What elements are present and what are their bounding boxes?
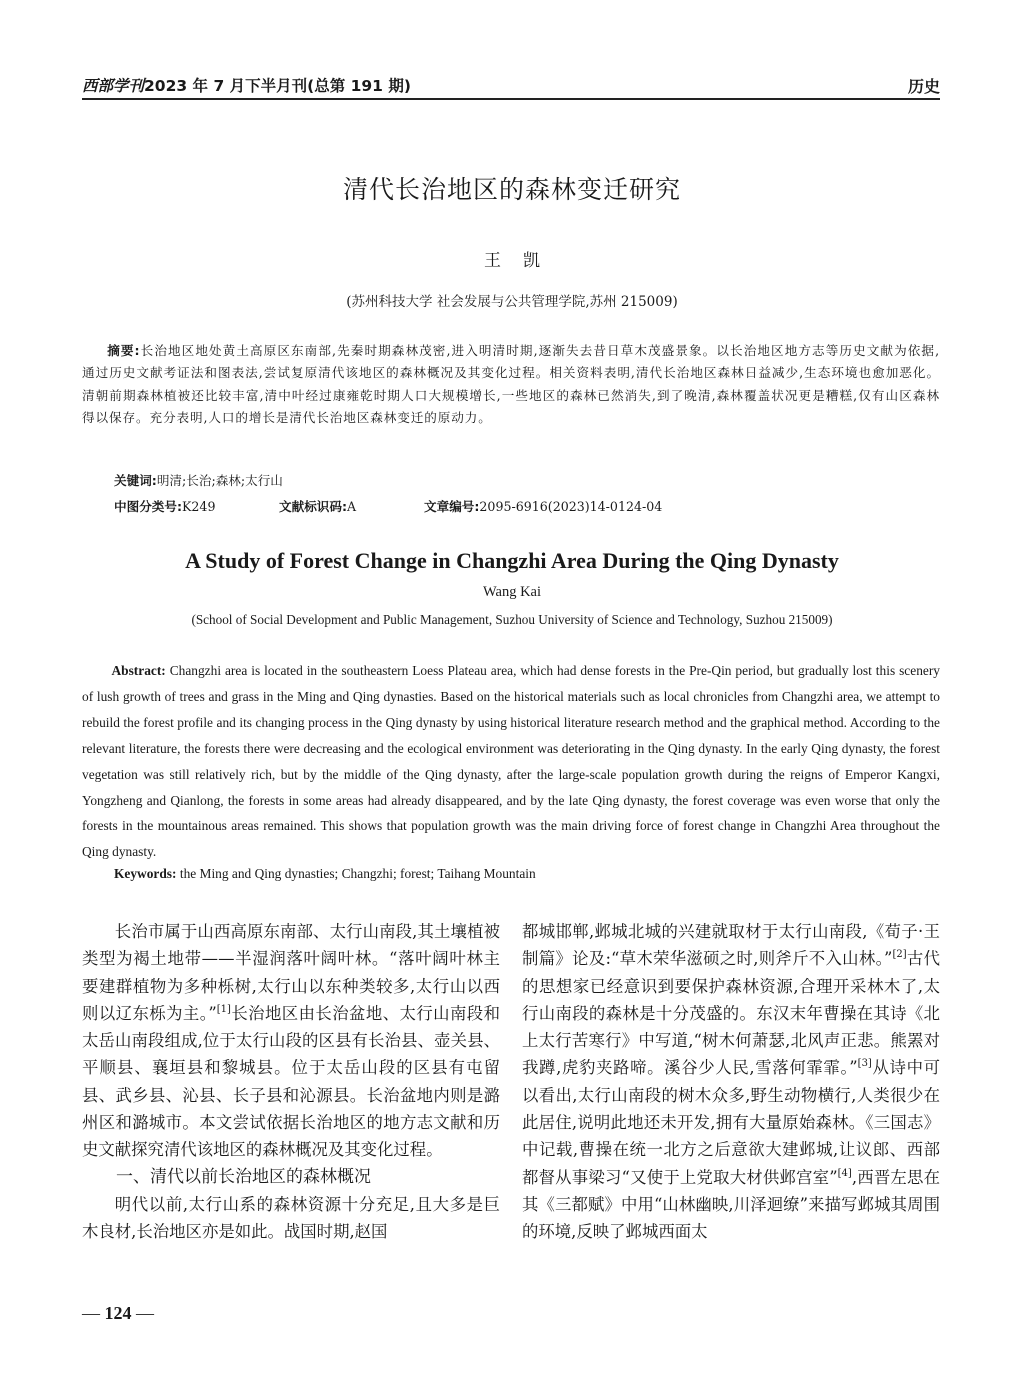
- footer-dash: —: [82, 1303, 100, 1323]
- abstract-cn-text: 长治地区地处黄土高原区东南部,先秦时期森林茂密,进入明清时期,逐渐失去昔日草木茂盛景象。以长治地区地方志等历史文献为依据,通过历史文献考证法和图表法,尝试复原清代该地区的森林概况及其变化过程。相关资料表明,清代长治地区森林日益减少,生态环境也愈加恶化。清朝前期森林植被还比较丰富,清中叶经过康雍乾时期人口大规模增长,一些地区的森林已然消失,到了晚清,森林覆盖状况更是糟糕,仅有山区森林得以保存。充分表明,人口的增长是清代长治地区森林变迁的原动力。: [82, 343, 940, 425]
- journal-name: [82, 74, 411, 96]
- footer-dash: —: [136, 1303, 154, 1323]
- body-text: 长治地区由长治盆地、太行山南段和太岳山南段组成,位于太行山段的区县有长治县、壶关县、平顺县、襄垣县和黎城县。位于太岳山段的区县有屯留县、武乡县、沁县、长子县和沁源县。长治盆地内则是潞州区和潞城市。本文尝试依据长治地区的地方志文献和历史文献探究清代该地区的森林概况及其变化过程。: [82, 1003, 500, 1160]
- abstract-en-label: Abstract:: [111, 663, 166, 678]
- abstract-en: [82, 658, 940, 865]
- keywords-en-text: the Ming and Qing dynasties; Changzhi; forest; Taihang Mountain: [179, 866, 536, 881]
- article-title-cn: 清代长治地区的森林变迁研究: [342, 175, 681, 204]
- doc-code: [279, 496, 356, 515]
- doc-value: A: [347, 499, 357, 514]
- abstract-en-text: Changzhi area is located in the southeastern Loess Plateau area, which had dense forests in the Pre-Qin period, but gradually lost this scenery of lush growth of trees and grass in the Ming and Qing dynasties. Based on the historical materials such as local chronicles from Changzhi area, we attempt to rebuild the forest profile and its changing process in the Qing dynasty by using historical literature research method and the graphical method. According to the relevant literature, the forests there were decreasing and the ecological environment was deteriorating in the Qing dynasty. In the early Qing dynasty, the forest vegetation was still relatively rich, but by the middle of the Qing dynasty, after the large-scale population growth during the reigns of Emperor Kangxi, Yongzheng and Qianlong, the forests in some areas had already disappeared, and by the late Qing dynasty, the forest coverage was even worse that only the forests in the mountainous areas remained. This shows that population growth was the main driving force of forest change in Changzhi Area throughout the Qing dynasty.: [82, 663, 940, 860]
- keywords-en: [114, 866, 536, 882]
- doc-label: 文献标识码:: [279, 499, 348, 514]
- article-number: [424, 496, 662, 515]
- citation-ref: [4]: [837, 1167, 852, 1179]
- clc-label: 中图分类号:: [114, 499, 183, 514]
- author-cn: 王凯: [484, 251, 562, 271]
- article-label: 文章编号:: [424, 499, 480, 514]
- body-text: 都城邯郸,邺城北城的兴建就取材于太行山南段,《荀子·王制篇》论及:“草木荣华滋硕之时,则斧斤不入山林。”: [522, 922, 940, 969]
- body-paragraph: 明代以前,太行山系的森林资源十分充足,且大多是巨木良材,长治地区亦是如此。战国时期,赵国: [82, 1194, 500, 1242]
- keywords-cn: [114, 470, 283, 489]
- running-header: [82, 72, 940, 100]
- section-heading: 一、清代以前长治地区的森林概况: [116, 1166, 371, 1187]
- keywords-en-label: Keywords:: [114, 866, 177, 881]
- affiliation-cn: (苏州科技大学 社会发展与公共管理学院,苏州 215009): [346, 294, 678, 310]
- page-footer: [82, 1303, 154, 1324]
- article-value: 2095-6916(2023)14-0124-04: [479, 499, 663, 514]
- keywords-cn-label: 关键词:: [114, 473, 157, 488]
- affiliation-en: (School of Social Development and Public Management, Suzhou University of Science and Technology, Suzhou 215009): [191, 612, 833, 627]
- body-text: 古代的思想家已经意识到要保护森林资源,合理开采林木了,太行山南段的森林是十分茂盛的。东汉末年曹操在其诗《北上太行苦寒行》中写道,“树木何萧瑟,北风声正悲。熊罴对我蹲,虎豹夹路啼。溪谷少人民,雪落何霏霏。”: [522, 949, 940, 1078]
- body-text: 长治市属于山西高原东南部、太行山南段,其土壤植被类型为褐土地带——半湿润落叶阔叶林。“落叶阔叶林主要建群植物为多种栎树,太行山以东种类较多,太行山以西则以辽东栎为主。”: [82, 922, 500, 1023]
- body-paragraph: [82, 918, 500, 1164]
- body-text: 从诗中可以看出,太行山南段的树木众多,野生动物横行,人类很少在此居住,说明此地还未开发,拥有大量原始森林。《三国志》中记载,曹操在统一北方之后意欲大建邺城,让议郎、西部都督从事梁习“又使于上党取大材供邺宫室”: [522, 1058, 941, 1187]
- author-en: Wang Kai: [482, 584, 542, 600]
- section-name: 历史: [907, 77, 940, 96]
- body-paragraph: [522, 918, 940, 1246]
- page-number: 124: [104, 1303, 132, 1323]
- citation-ref: [3]: [857, 1058, 872, 1070]
- clc-number: [114, 496, 215, 515]
- abstract-cn-label: 摘要:: [107, 343, 141, 358]
- clc-value: K249: [182, 499, 216, 514]
- keywords-cn-text: 明清;长治;森林;太行山: [156, 473, 283, 488]
- body-column-left: [82, 918, 500, 1246]
- issue-info: 2023 年 7 月下半月刊(总第 191 期): [144, 77, 411, 95]
- citation-ref: [2]: [892, 949, 907, 961]
- article-title-en: A Study of Forest Change in Changzhi Area During the Qing Dynasty: [185, 548, 839, 573]
- abstract-cn: [82, 340, 940, 429]
- body-column-right: [522, 918, 940, 1246]
- citation-ref: [1]: [216, 1003, 231, 1015]
- body-text: ,西晋左思在其《三都赋》中用“山林幽映,川泽迴缭”来描写邺城其周围的环境,反映了邺城西面太: [522, 1167, 940, 1242]
- journal-logo: 西部学刊: [82, 76, 145, 95]
